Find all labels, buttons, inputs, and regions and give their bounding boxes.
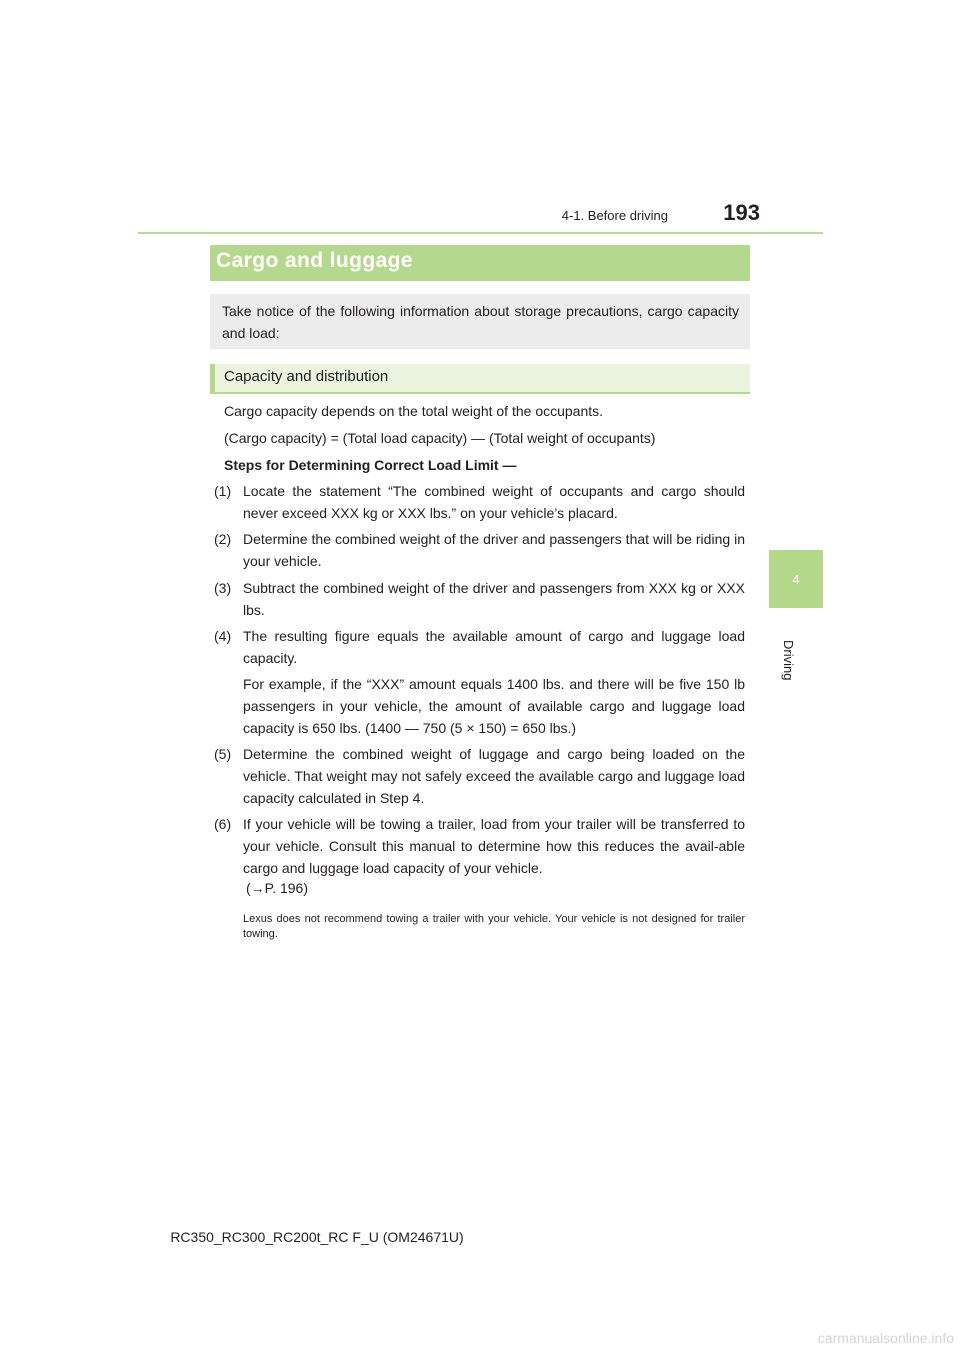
step-text: The resulting figure equals the available amount of cargo and luggage load capacity. <box>243 628 745 666</box>
step-text: Determine the combined weight of the driver and passengers that will be riding in your vehicle. <box>243 531 745 569</box>
page-title: Cargo and luggage <box>216 249 413 272</box>
step-number: (1) <box>214 483 232 499</box>
step-example-text: For example, if the “XXX” amount equals 1400 lbs. and there will be five 150 lb passengers in your vehicle, the amount of available cargo and luggage load capacity is 650 lbs. (1400 — 750 (5 × 150) = 650 lbs.) <box>243 676 745 736</box>
page-number: 193 <box>723 200 760 225</box>
towing-note: Lexus does not recommend towing a trailer with your vehicle. Your vehicle is not designed for trailer towing. <box>243 913 745 940</box>
step-text: Determine the combined weight of luggage and cargo being loaded on the vehicle. That weight may not safely exceed the available cargo and luggage load capacity calculated in Step 4. <box>243 746 745 806</box>
page-reference-link[interactable]: (→P. 196) <box>246 880 308 896</box>
step-number: (3) <box>214 580 232 596</box>
step-text: If your vehicle will be towing a trailer, load from your trailer will be transferred to your vehicle. Consult this manual to determine how this reduces the avail-able cargo and luggage load capacity of your vehicle. <box>243 816 745 876</box>
step-number: (6) <box>214 816 232 832</box>
step-number: (2) <box>214 531 232 547</box>
paragraph-steps-heading: Steps for Determining Correct Load Limit — <box>224 457 517 473</box>
step-number: (4) <box>214 628 232 644</box>
section-header: 4-1. Before driving <box>561 208 668 223</box>
paragraph-formula: (Cargo capacity) = (Total load capacity) — (Total weight of occupants) <box>224 430 656 446</box>
footer-model-code: RC350_RC300_RC200t_RC F_U (OM24671U) <box>170 1229 464 1245</box>
paragraph-cargo-capacity: Cargo capacity depends on the total weight of the occupants. <box>224 403 604 419</box>
header-divider <box>138 232 823 234</box>
step-number: (5) <box>214 746 232 762</box>
watermark: carmanualsonline.info <box>817 1330 954 1346</box>
subheading-marker <box>210 364 215 394</box>
intro-text: Take notice of the following information about storage precautions, cargo capacity and load: <box>222 303 739 341</box>
chapter-label: Driving <box>781 640 796 681</box>
chapter-number: 4 <box>792 572 800 587</box>
subheading: Capacity and distribution <box>224 368 389 385</box>
step-text: Locate the statement “The combined weight of occupants and cargo should never exceed XXX kg or XXX lbs.” on your vehicle’s placard. <box>243 483 745 521</box>
step-text: Subtract the combined weight of the driver and passengers from XXX kg or XXX lbs. <box>243 580 745 618</box>
